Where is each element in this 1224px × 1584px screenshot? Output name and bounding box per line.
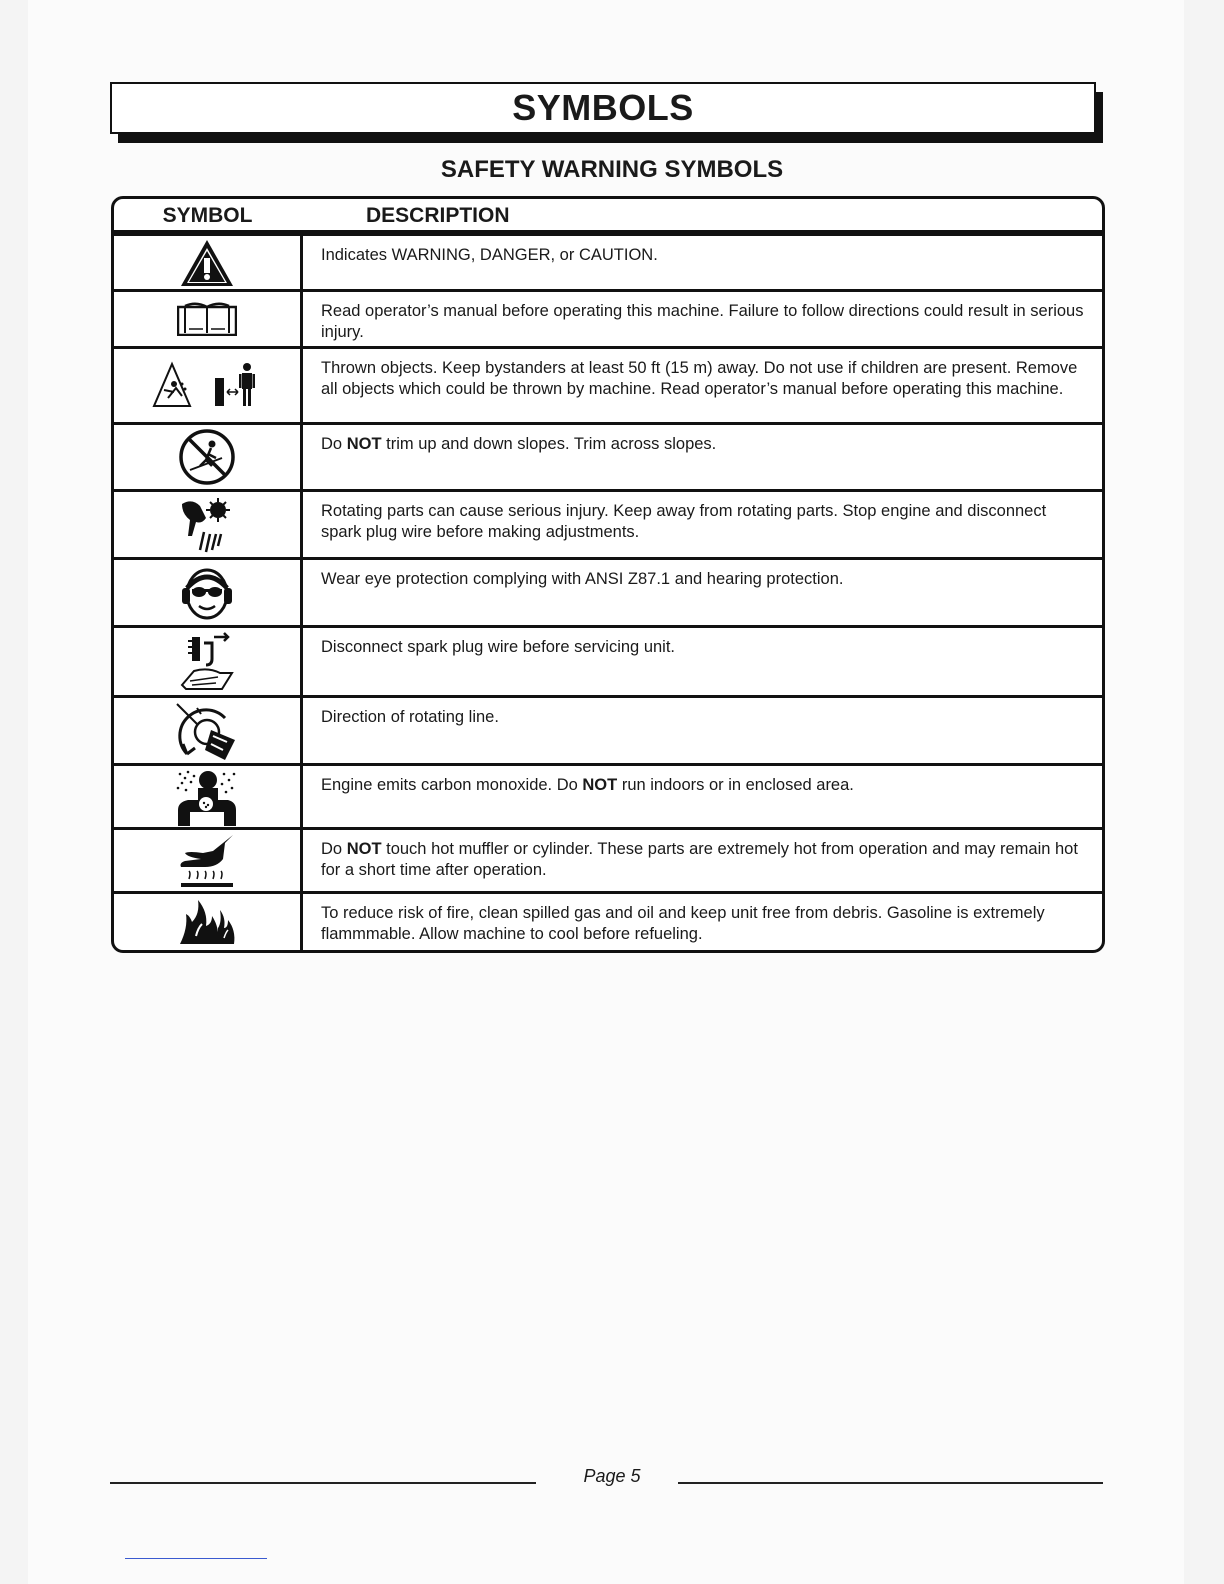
table-row [114, 827, 1102, 891]
banner-box [110, 82, 1096, 134]
table-row [114, 891, 1102, 950]
row-description: Engine emits carbon monoxide. Do NOT run indoors or in enclosed area. [321, 776, 854, 794]
row-description: Indicates WARNING, DANGER, or CAUTION. [321, 246, 658, 264]
table-row [114, 346, 1102, 422]
page-number: Page 5 [583, 1466, 641, 1486]
footer-rule-right [678, 1482, 1103, 1484]
eye-hearing-protection-icon [114, 560, 303, 625]
carbon-monoxide-icon [114, 766, 303, 827]
row-description: To reduce risk of fire, clean spilled gas and oil and keep unit free from debris. Gasoline is extremely flammmable. Allow machine to cool before refueling. [321, 904, 1045, 943]
link-underline [125, 1558, 267, 1559]
table-row [114, 489, 1102, 557]
warning-triangle-icon [114, 236, 303, 289]
section-subtitle: SAFETY WARNING SYMBOLS [440, 156, 784, 183]
row-description: Thrown objects. Keep bystanders at least 50 ft (15 m) away. Do not use if children are present. Remove all objects which could be thrown by machine. Read operator’s manual before operating this machine. [321, 359, 1078, 398]
table-row [114, 422, 1102, 489]
row-description: Wear eye protection complying with ANSI Z87.1 and hearing protection. [321, 570, 844, 588]
header-description: DESCRIPTION [366, 204, 510, 227]
rotation-direction-icon [114, 698, 303, 763]
table-row [114, 289, 1102, 346]
hot-surface-icon [114, 830, 303, 891]
page-title: SYMBOLS [512, 87, 694, 128]
title-banner [110, 82, 1104, 144]
table-row [114, 763, 1102, 827]
no-slope-trimming-icon [114, 425, 303, 489]
spark-plug-disconnect-icon [114, 628, 303, 695]
fire-icon [114, 894, 303, 950]
row-description: Disconnect spark plug wire before servicing unit. [321, 638, 676, 656]
row-description: Direction of rotating line. [321, 708, 499, 726]
operator-manual-icon [114, 292, 303, 346]
table-row [114, 695, 1102, 763]
table-row [114, 625, 1102, 695]
row-description: Do NOT trim up and down slopes. Trim across slopes. [321, 435, 717, 453]
rotating-parts-icon [114, 492, 303, 557]
row-description: Do NOT touch hot muffler or cylinder. These parts are extremely hot from operation and may remain hot for a short time after operation. [321, 840, 1078, 879]
symbols-table [111, 196, 1105, 953]
table-row [114, 233, 1102, 289]
row-description: Rotating parts can cause serious injury. Keep away from rotating parts. Stop engine and disconnect spark plug wire before making adjustments. [321, 502, 1047, 541]
table-header [114, 199, 1102, 233]
row-description: Read operator’s manual before operating this machine. Failure to follow directions could result in serious injury. [321, 302, 1084, 341]
header-symbol: SYMBOL [162, 204, 253, 227]
table-row [114, 557, 1102, 625]
thrown-objects-icon [114, 349, 303, 422]
